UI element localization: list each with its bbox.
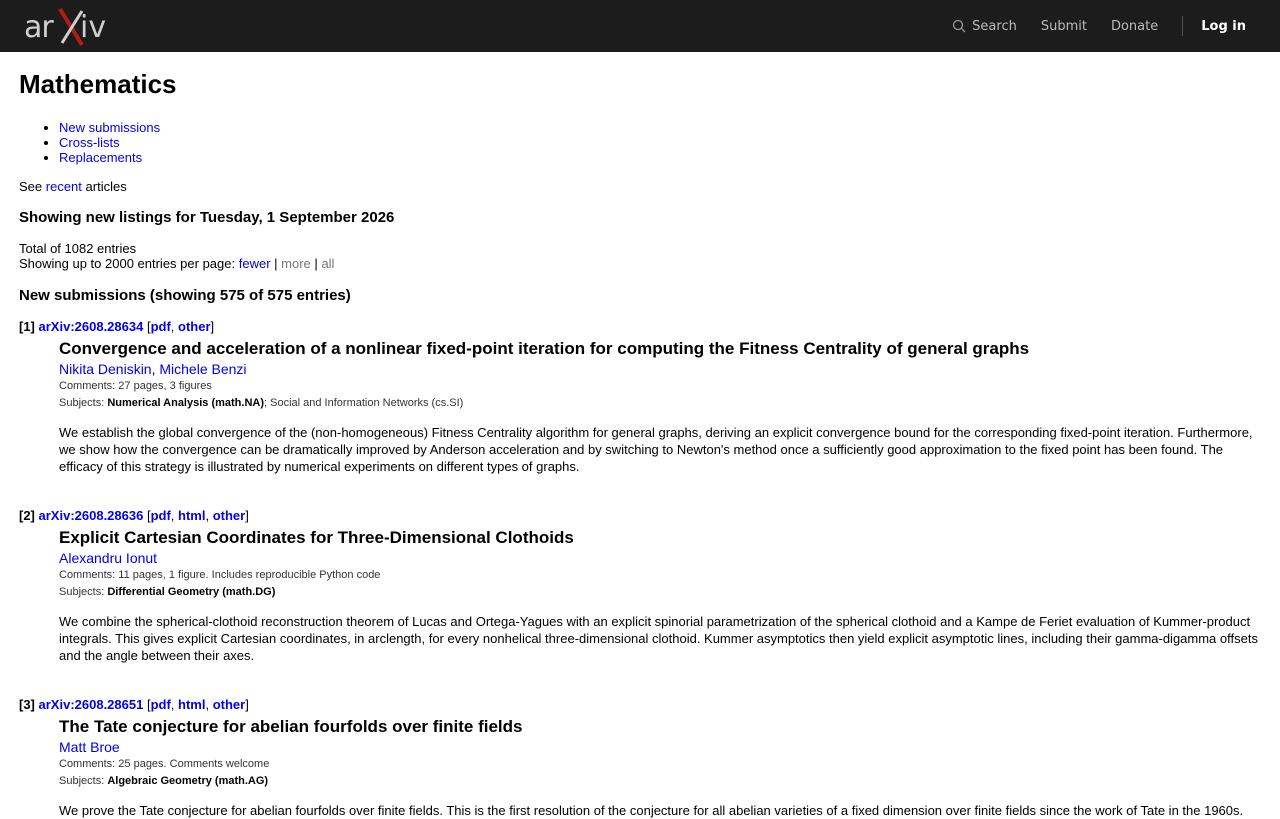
subjects-label: Subjects: bbox=[59, 397, 105, 409]
top-nav bbox=[952, 0, 1280, 52]
entry-authors: Nikita Deniskin, Michele Benzi bbox=[59, 361, 247, 377]
html-link[interactable]: html bbox=[178, 697, 206, 712]
entry-number: [2] bbox=[19, 508, 35, 523]
listing-heading: Showing new listings for Tuesday, 1 September 2026 bbox=[19, 209, 395, 226]
entry-header: [3] arXiv:2608.28651 [pdf, html, other] bbox=[19, 697, 249, 712]
svg-text:ar: ar bbox=[24, 10, 53, 45]
recent-link[interactable]: recent bbox=[45, 179, 82, 194]
list-item bbox=[59, 120, 1261, 135]
search-icon bbox=[952, 19, 966, 33]
see-prefix: See bbox=[19, 179, 43, 194]
see-recent-line bbox=[19, 179, 1261, 194]
per-page-line bbox=[19, 256, 1261, 271]
separator: | bbox=[274, 256, 278, 271]
all-option: all bbox=[321, 256, 335, 271]
arxiv-logo[interactable] bbox=[24, 7, 112, 47]
pdf-link[interactable]: pdf bbox=[150, 319, 171, 334]
pdf-link[interactable]: pdf bbox=[150, 697, 171, 712]
abstract-link[interactable]: arXiv:2608.28636 bbox=[38, 508, 144, 523]
section-heading: New submissions (showing 575 of 575 entries) bbox=[19, 287, 351, 304]
top-navbar bbox=[0, 0, 1280, 52]
fewer-link[interactable]: fewer bbox=[238, 256, 271, 271]
total-entries: Total of 1082 entries bbox=[19, 241, 137, 256]
login-link[interactable]: Log in bbox=[1201, 18, 1246, 34]
entry-number: [3] bbox=[19, 697, 35, 712]
entry-authors bbox=[59, 550, 1261, 567]
author-link[interactable]: Nikita Deniskin bbox=[59, 361, 152, 377]
other-formats-link[interactable]: other bbox=[212, 508, 246, 523]
search-label: Search bbox=[972, 18, 1017, 34]
entry-title: Convergence and acceleration of a nonlinear fixed-point iteration for computing the Fitness Centrality of general graphs bbox=[59, 339, 1030, 358]
subjects-label: Subjects: bbox=[59, 775, 105, 787]
nav-divider bbox=[1182, 16, 1183, 36]
entry-header: [1] arXiv:2608.28634 [pdf, other] bbox=[19, 319, 215, 334]
replacements-link[interactable]: Replacements bbox=[59, 150, 143, 165]
author-link[interactable]: Michele Benzi bbox=[159, 361, 247, 377]
entry-meta bbox=[59, 717, 1261, 819]
author-link[interactable]: Matt Broe bbox=[59, 739, 120, 755]
page-title: Mathematics bbox=[19, 69, 177, 99]
abstract-link[interactable]: arXiv:2608.28651 bbox=[38, 697, 144, 712]
totals bbox=[19, 241, 1261, 271]
submit-link[interactable]: Submit bbox=[1040, 18, 1087, 34]
primary-subject: Differential Geometry (math.DG) bbox=[107, 586, 276, 598]
entry-title: Explicit Cartesian Coordinates for Three-Dimensional Clothoids bbox=[59, 528, 574, 547]
entry-subjects bbox=[59, 584, 1261, 601]
entry-comments: Comments: 27 pages, 3 figures bbox=[59, 380, 212, 392]
main-content bbox=[0, 69, 1280, 819]
entry-abstract: We establish the global convergence of the (non-homogeneous) Fitness Centrality algorithm for general graphs, deriving an explicit convergence bound for the corresponding fixed-point iteration. Furthermore, we show how the convergence can be dramatically improved by Anderson acceleration and by switching to Newton's method once a sufficiently good approximation to the fixed point has been found. The efficacy of this strategy is illustrated by numerical experiments on different types of graphs. bbox=[59, 425, 1253, 474]
entry-header: [2] arXiv:2608.28636 [pdf, html, other] bbox=[19, 508, 249, 523]
list-item bbox=[59, 135, 1261, 150]
entry-abstract: We prove the Tate conjecture for abelian fourfolds over finite fields. This is the first resolution of the conjecture for all abelian varieties of a fixed dimension over finite fields since the work of Tate in the 1960s. bbox=[59, 803, 1244, 818]
pdf-link[interactable]: pdf bbox=[150, 508, 171, 523]
entry-number: [1] bbox=[19, 319, 35, 334]
entry-comments: Comments: 11 pages, 1 figure. Includes reproducible Python code bbox=[59, 569, 381, 581]
author-link[interactable]: Alexandru Ionut bbox=[59, 550, 158, 566]
subjects-label: Subjects: bbox=[59, 586, 105, 598]
listing-entry bbox=[19, 508, 1261, 664]
see-suffix: articles bbox=[85, 179, 127, 194]
other-subjects: ; Social and Information Networks (cs.SI) bbox=[264, 397, 464, 409]
other-formats-link[interactable]: other bbox=[212, 697, 246, 712]
entry-abstract: We combine the spherical-clothoid reconstruction theorem of Lucas and Ortega-Yagues with an explicit spinorial parametrization of the spherical clothoid and a Kampe de Feriet evaluation of Kummer-product integrals. This gives explicit Cartesian coordinates, in arclength, for every nonhelical three-dimensional clothoid. Kummer asymptotics then yield explicit asymptotic lines, including their gamma-digamma offsets and the angle between their axes. bbox=[59, 614, 1258, 663]
donate-link[interactable]: Donate bbox=[1110, 18, 1159, 34]
list-types bbox=[19, 120, 1261, 165]
primary-subject: Algebraic Geometry (math.AG) bbox=[107, 775, 269, 787]
entry-meta bbox=[59, 528, 1261, 664]
new-submissions-link[interactable]: New submissions bbox=[59, 120, 161, 135]
listing-entry bbox=[19, 319, 1261, 475]
list-item bbox=[59, 150, 1261, 165]
svg-text:iv: iv bbox=[80, 10, 107, 45]
cross-lists-link[interactable]: Cross-lists bbox=[59, 135, 120, 150]
search-link[interactable] bbox=[952, 19, 1017, 34]
abstract-link[interactable]: arXiv:2608.28634 bbox=[38, 319, 144, 334]
entry-meta bbox=[59, 339, 1261, 475]
other-formats-link[interactable]: other bbox=[178, 319, 211, 334]
entry-subjects bbox=[59, 395, 1261, 412]
primary-subject: Numerical Analysis (math.NA) bbox=[107, 397, 265, 409]
entry-title: The Tate conjecture for abelian fourfolds over finite fields bbox=[59, 717, 523, 736]
entry-subjects bbox=[59, 773, 1261, 790]
more-option: more bbox=[281, 256, 311, 271]
per-page-label: Showing up to 2000 entries per page: bbox=[19, 256, 236, 271]
separator: | bbox=[314, 256, 318, 271]
entry-comments: Comments: 25 pages. Comments welcome bbox=[59, 758, 270, 770]
listing-entry bbox=[19, 697, 1261, 819]
entry-authors bbox=[59, 739, 1261, 756]
html-link[interactable]: html bbox=[178, 508, 206, 523]
